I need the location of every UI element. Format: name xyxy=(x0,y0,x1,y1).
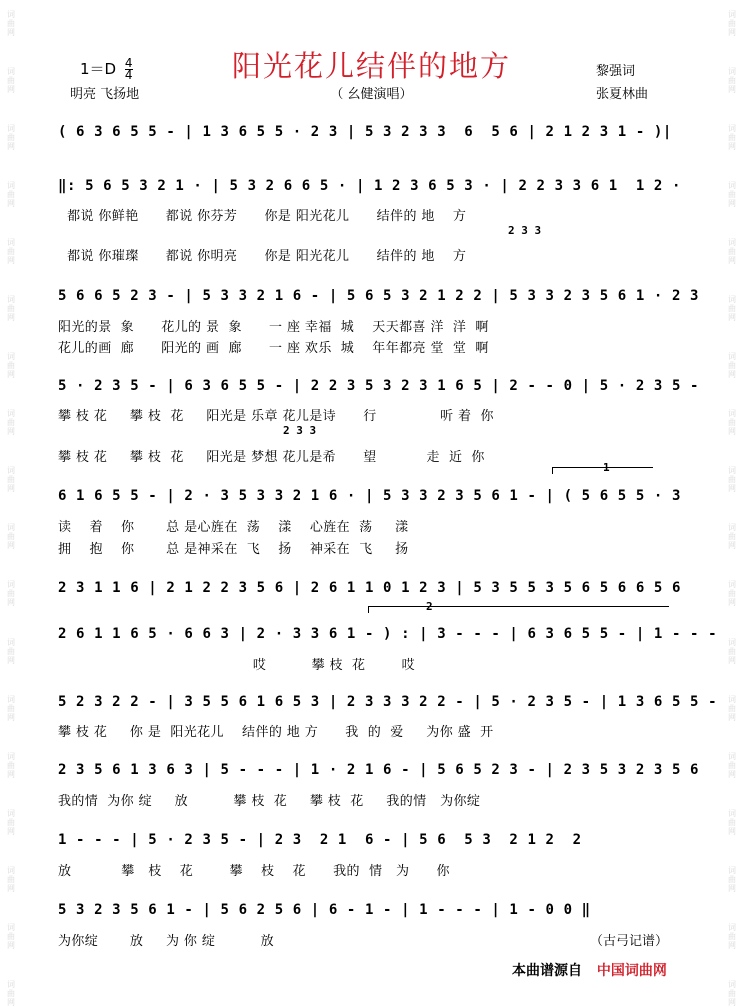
watermark-text: 词曲网 xyxy=(6,751,16,779)
watermark-text: 词曲网 xyxy=(6,637,16,665)
notation-row: 5 · 2 3 5 - | 6 3 6 5 5 - | 2 2 3 5 3 2 3 1 6 5 | 2 - - 0 | 5 · 2 3 5 - xyxy=(58,378,700,394)
lyrics-verse-1: 为你绽 放 为 你 绽 放 xyxy=(58,934,274,949)
watermark-text: 词曲网 xyxy=(727,637,737,665)
composer-credit: 张夏林曲 xyxy=(596,87,649,102)
watermark-text: 词曲网 xyxy=(6,865,16,893)
watermark-text: 词曲网 xyxy=(727,409,737,437)
singer-credit: （ 幺健演唱） xyxy=(330,87,413,102)
source-site-link[interactable]: 中国词曲网 xyxy=(596,963,667,979)
lyrics-verse-2: 花儿的画 廊 阳光的 画 廊 一 座 欢乐 城 年年都亮 堂 堂 啊 xyxy=(58,341,489,356)
watermark-text: 词曲网 xyxy=(727,67,737,95)
watermark-text: 词曲网 xyxy=(6,808,16,836)
variant-notes: 2 3 3 xyxy=(508,224,542,237)
watermark-text: 词曲网 xyxy=(727,124,737,152)
lyrics-verse-2: 都说 你璀璨 都说 你明亮 你是 阳光花儿 结伴的 地 方 xyxy=(58,249,467,264)
lyrics-verse-1: 哎 攀 枝 花 哎 xyxy=(58,658,416,673)
lyrics-verse-1: 放 攀 枝 花 攀 枝 花 我的 情 为 你 xyxy=(58,864,450,879)
lyrics-verse-2: 拥 抱 你 总 是神采在 飞 扬 神采在 飞 扬 xyxy=(58,542,409,557)
time-bottom: 4 xyxy=(124,68,133,82)
key-label: 1＝D xyxy=(80,60,117,78)
watermark-text: 词曲网 xyxy=(727,751,737,779)
lyrics-verse-1: 攀 枝 花 攀 枝 花 阳光是 乐章 花儿是诗 行 听 着 你 xyxy=(58,409,494,424)
watermark-text: 词曲网 xyxy=(727,694,737,722)
lyrics-verse-2: 攀 枝 花 攀 枝 花 阳光是 梦想 花儿是希 望 走 近 你 xyxy=(58,450,485,465)
notation-row: 2 3 1 1 6 | 2 1 2 2 3 5 6 | 2 6 1 1 0 1 2 3 | 5 3 5 5 3 5 6 5 6 6 5 6 xyxy=(58,580,681,596)
watermark-text: 词曲网 xyxy=(6,352,16,380)
watermark-text: 词曲网 xyxy=(6,181,16,209)
lyrics-verse-1: 读 着 你 总 是心旌在 荡 漾 心旌在 荡 漾 xyxy=(58,520,409,535)
notation-row: 5 2 3 2 2 - | 3 5 5 6 1 6 5 3 | 2 3 3 3 2 2 - | 5 · 2 3 5 - | 1 3 6 5 5 - xyxy=(58,694,718,710)
time-top: 4 xyxy=(124,56,133,70)
notation-row: 2 3 5 6 1 3 6 3 | 5 - - - | 1 · 2 1 6 - | 5 6 5 2 3 - | 2 3 5 3 2 3 5 6 xyxy=(58,762,700,778)
song-title: 阳光花儿结伴的地方 xyxy=(231,49,511,83)
watermark-text: 词曲网 xyxy=(6,694,16,722)
lyricist-credit: 黎强词 xyxy=(596,64,636,79)
watermark-text: 词曲网 xyxy=(6,409,16,437)
watermark-text: 词曲网 xyxy=(6,238,16,266)
volta-number: 2 xyxy=(426,600,433,613)
watermark-text: 词曲网 xyxy=(6,124,16,152)
notation-row: 2 6 1 1 6 5 · 6 6 3 | 2 · 3 3 6 1 - ) : | 3 - - - | 6 3 6 5 5 - | 1 - - - xyxy=(58,626,718,642)
watermark-text: 词曲网 xyxy=(727,523,737,551)
key-signature xyxy=(80,58,133,81)
watermark-text: 词曲网 xyxy=(727,580,737,608)
watermark-text: 词曲网 xyxy=(6,922,16,950)
time-signature xyxy=(125,58,133,81)
watermark-text: 词曲网 xyxy=(6,295,16,323)
lyrics-verse-1: 都说 你鲜艳 都说 你芬芳 你是 阳光花儿 结伴的 地 方 xyxy=(58,209,467,224)
watermark-text: 词曲网 xyxy=(727,238,737,266)
watermark-text: 词曲网 xyxy=(6,10,16,37)
watermark-text: 词曲网 xyxy=(727,181,737,209)
watermark-text: 词曲网 xyxy=(727,979,737,1007)
watermark-text: 词曲网 xyxy=(6,466,16,494)
watermark-text: 词曲网 xyxy=(727,466,737,494)
lyrics-verse-1: 攀 枝 花 你 是 阳光花儿 结伴的 地 方 我 的 爱 为你 盛 开 xyxy=(58,725,494,740)
notation-row: ‖: 5 6 5 3 2 1 · | 5 3 2 6 6 5 · | 1 2 3 6 5 3 · | 2 2 3 3 6 1 1 2 · xyxy=(58,178,681,194)
notation-row: 1 - - - | 5 · 2 3 5 - | 2 3 2 1 6 - | 5 6 5 3 2 1 2 2 xyxy=(58,832,582,848)
volta-number: 1 xyxy=(603,461,610,474)
right-watermark xyxy=(723,10,741,1007)
source-label: 本曲谱源自 xyxy=(512,963,582,979)
watermark-text: 词曲网 xyxy=(6,67,16,95)
watermark-text: 词曲网 xyxy=(727,10,737,37)
watermark-text: 词曲网 xyxy=(6,523,16,551)
notation-row: 5 3 2 3 5 6 1 - | 5 6 2 5 6 | 6 - 1 - | 1 - - - | 1 - 0 0 ‖ xyxy=(58,902,591,918)
watermark-text: 词曲网 xyxy=(727,295,737,323)
lyrics-verse-1: 阳光的景 象 花儿的 景 象 一 座 幸福 城 天天都喜 洋 洋 啊 xyxy=(58,320,489,335)
source-footer xyxy=(512,960,667,980)
notation-credit: （古弓记谱） xyxy=(590,934,669,949)
watermark-text: 词曲网 xyxy=(727,352,737,380)
left-watermark xyxy=(2,10,20,1007)
watermark-text: 词曲网 xyxy=(6,580,16,608)
watermark-text: 词曲网 xyxy=(727,922,737,950)
mood-marking: 明亮 飞扬地 xyxy=(70,87,140,102)
watermark-text: 词曲网 xyxy=(727,865,737,893)
notation-row: ( 6 3 6 5 5 - | 1 3 6 5 5 · 2 3 | 5 3 2 3 3 6 5 6 | 2 1 2 3 1 - )| xyxy=(58,124,672,140)
watermark-text: 词曲网 xyxy=(6,979,16,1007)
lyrics-verse-1: 我的情 为你 绽 放 攀 枝 花 攀 枝 花 我的情 为你绽 xyxy=(58,794,481,809)
notation-row: 5 6 6 5 2 3 - | 5 3 3 2 1 6 - | 5 6 5 3 2 1 2 2 | 5 3 3 2 3 5 6 1 · 2 3 xyxy=(58,288,700,304)
volta-bracket-2 xyxy=(368,606,669,613)
notation-row: 6 1 6 5 5 - | 2 · 3 5 3 3 2 1 6 · | 5 3 3 2 3 5 6 1 - | ( 5 6 5 5 · 3 xyxy=(58,488,681,504)
variant-notes: 2 3 3 xyxy=(283,424,317,437)
watermark-text: 词曲网 xyxy=(727,808,737,836)
